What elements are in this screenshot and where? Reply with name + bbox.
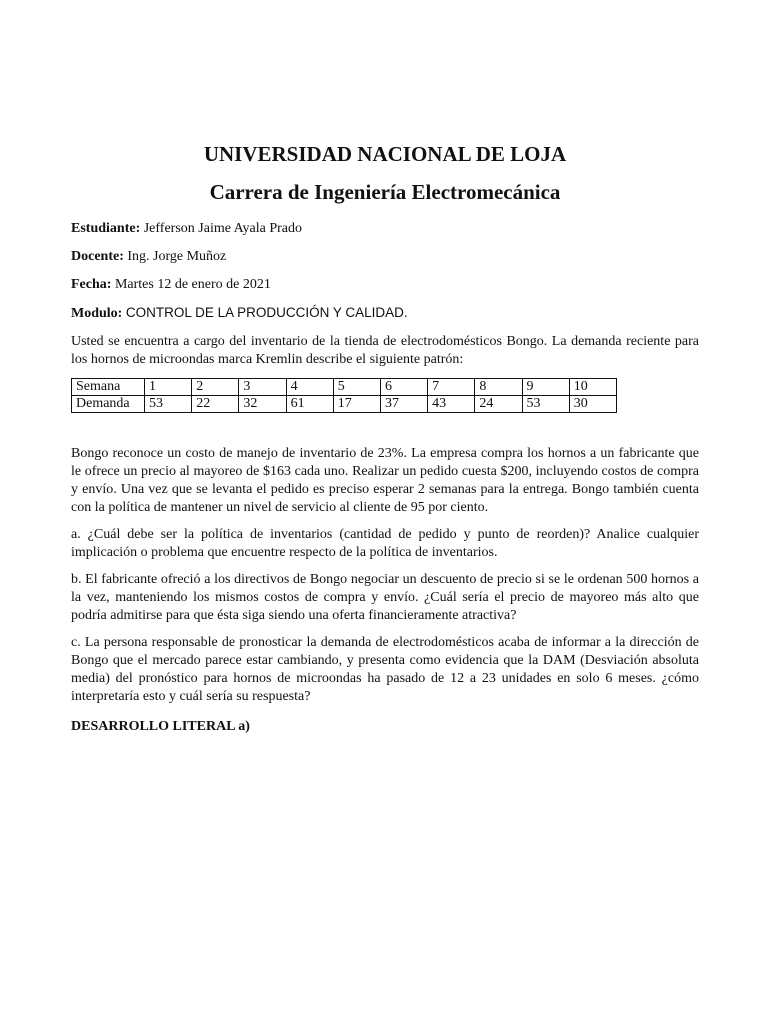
demand-table	[71, 378, 617, 413]
teacher-value: Ing. Jorge Muñoz	[127, 249, 227, 264]
table-row-weeks	[72, 379, 617, 396]
table-cell: 53	[522, 396, 569, 413]
career-subtitle: Carrera de Ingeniería Electromecánica	[209, 180, 561, 204]
table-cell: 37	[380, 396, 427, 413]
table-cell: 30	[569, 396, 616, 413]
student-value: Jefferson Jaime Ayala Prado	[143, 221, 302, 236]
table-cell: 4	[286, 379, 333, 396]
module-label: Modulo:	[71, 306, 123, 321]
table-cell: 8	[475, 379, 522, 396]
intro-paragraph: Usted se encuentra a cargo del inventario de la tienda de electrodomésticos Bongo. La demanda reciente para los hornos de microondas marca Kremlin describe el siguiente patrón:	[71, 334, 699, 367]
student-label: Estudiante:	[71, 221, 141, 236]
table-cell: 6	[380, 379, 427, 396]
university-title: UNIVERSIDAD NACIONAL DE LOJA	[203, 142, 567, 166]
table-cell: 7	[428, 379, 475, 396]
question-a-paragraph: a. ¿Cuál debe ser la política de inventarios (cantidad de pedido y punto de reorden)? Analice cualquier implicación o problema que encuentre respecto de la política de inventarios.	[71, 527, 699, 560]
date-label: Fecha:	[71, 277, 112, 292]
table-cell: 10	[569, 379, 616, 396]
module-value: CONTROL DE LA PRODUCCIÓN Y CALIDAD.	[125, 305, 408, 320]
student-field	[71, 220, 699, 238]
teacher-field	[71, 248, 699, 266]
table-row-label: Semana	[72, 379, 145, 396]
table-cell: 43	[428, 396, 475, 413]
question-b-paragraph: b. El fabricante ofreció a los directivos de Bongo negociar un descuento de precio si se le ordenan 500 hornos a la vez, manteniendo los mismos costos de compra y envío. ¿Cuál sería el precio de mayoreo más alto que podría admitirse para que ésta siga siendo una oferta financieramente atractiva?	[71, 572, 699, 623]
table-cell: 61	[286, 396, 333, 413]
table-row-label: Demanda	[72, 396, 145, 413]
table-cell: 24	[475, 396, 522, 413]
document-page	[71, 140, 699, 736]
table-cell: 32	[239, 396, 286, 413]
question-c-paragraph: c. La persona responsable de pronosticar la demanda de electrodomésticos acaba de informar a la dirección de Bongo que el mercado parece estar cambiando, y presenta como evidencia que la DAM (Desviación absoluta media) del pronóstico para hornos de microondas ha pasado de 12 a 23 unidades en solo 6 meses. ¿cómo interpretaría esto y cuál sería su respuesta?	[71, 635, 699, 704]
table-cell: 53	[145, 396, 192, 413]
module-field	[71, 304, 699, 323]
table-row-demand	[72, 396, 617, 413]
date-field	[71, 276, 699, 294]
table-cell: 22	[192, 396, 239, 413]
context-paragraph: Bongo reconoce un costo de manejo de inventario de 23%. La empresa compra los hornos a un fabricante que le ofrece un precio al mayoreo de $163 cada uno. Realizar un pedido cuesta $200, incluyendo costos de compra y envío. Una vez que se levanta el pedido es preciso esperar 2 semanas para la entrega. Bongo también cuenta con la política de mantener un nivel de servicio al cliente de 95 por ciento.	[71, 446, 699, 515]
teacher-label: Docente:	[71, 249, 124, 264]
table-cell: 3	[239, 379, 286, 396]
table-cell: 2	[192, 379, 239, 396]
section-heading: DESARROLLO LITERAL a)	[71, 719, 250, 734]
table-cell: 9	[522, 379, 569, 396]
table-cell: 17	[333, 396, 380, 413]
date-value: Martes 12 de enero de 2021	[114, 277, 271, 292]
table-cell: 1	[145, 379, 192, 396]
table-cell: 5	[333, 379, 380, 396]
